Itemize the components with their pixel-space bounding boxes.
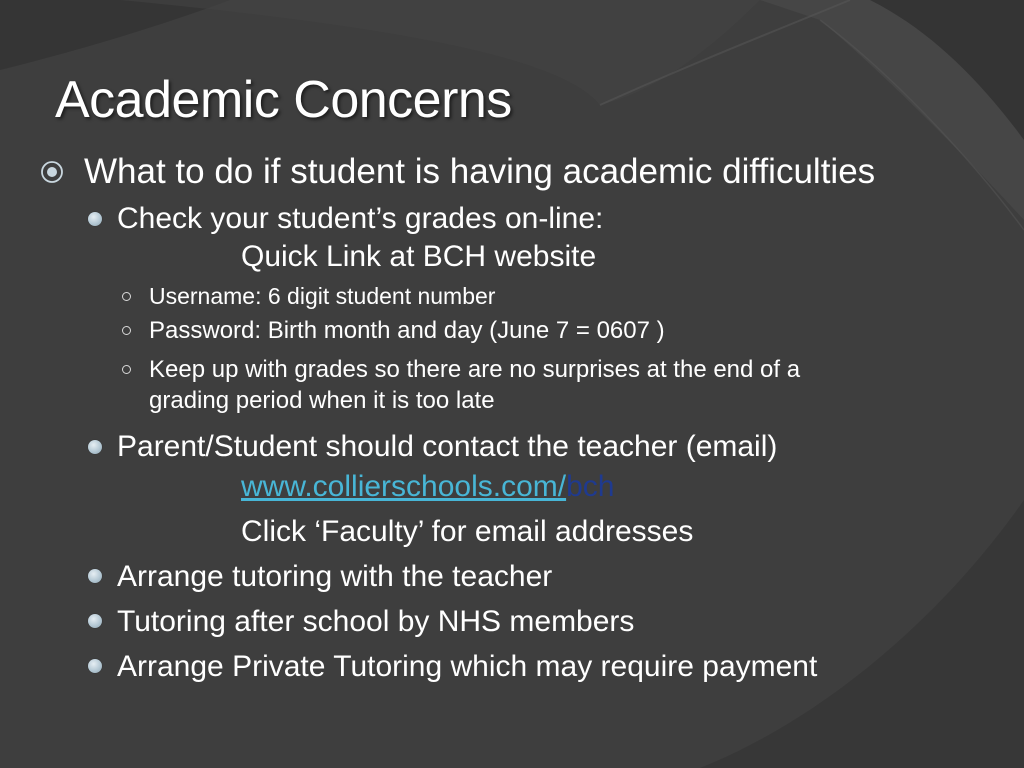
blue-dot-icon xyxy=(88,659,102,673)
website-link-line[interactable] xyxy=(241,468,614,506)
circled-dot-icon xyxy=(40,160,64,184)
bullet-check-grades: Check your student’s grades on-line: xyxy=(117,202,604,235)
faculty-note: Click ‘Faculty’ for email addresses xyxy=(241,515,694,548)
website-link-suffix[interactable]: bch xyxy=(566,470,615,503)
bullet-tutoring-teacher: Arrange tutoring with the teacher xyxy=(117,560,553,593)
bullet-contact-teacher: Parent/Student should contact the teacher (email) xyxy=(117,430,778,463)
main-point: What to do if student is having academic difficulties xyxy=(84,152,876,191)
sub-keep-up-continued: grading period when it is too late xyxy=(149,387,495,414)
blue-dot-icon xyxy=(88,614,102,628)
blue-dot-icon xyxy=(88,212,102,226)
slide-title: Academic Concerns xyxy=(55,71,512,129)
website-link[interactable]: www.collierschools.com/ xyxy=(241,470,567,503)
bullet-private-tutoring: Arrange Private Tutoring which may require payment xyxy=(117,650,818,683)
blue-dot-icon xyxy=(88,440,102,454)
quick-link-note: Quick Link at BCH website xyxy=(241,240,597,273)
bullet-tutoring-nhs: Tutoring after school by NHS members xyxy=(117,605,635,638)
ring-icon xyxy=(122,365,131,374)
blue-dot-icon xyxy=(88,569,102,583)
ring-icon xyxy=(122,292,131,301)
ring-icon xyxy=(122,326,131,335)
sub-username: Username: 6 digit student number xyxy=(149,283,496,309)
sub-keep-up: Keep up with grades so there are no surprises at the end of a xyxy=(149,356,801,383)
sub-password: Password: Birth month and day (June 7 = 0607 ) xyxy=(149,317,665,344)
